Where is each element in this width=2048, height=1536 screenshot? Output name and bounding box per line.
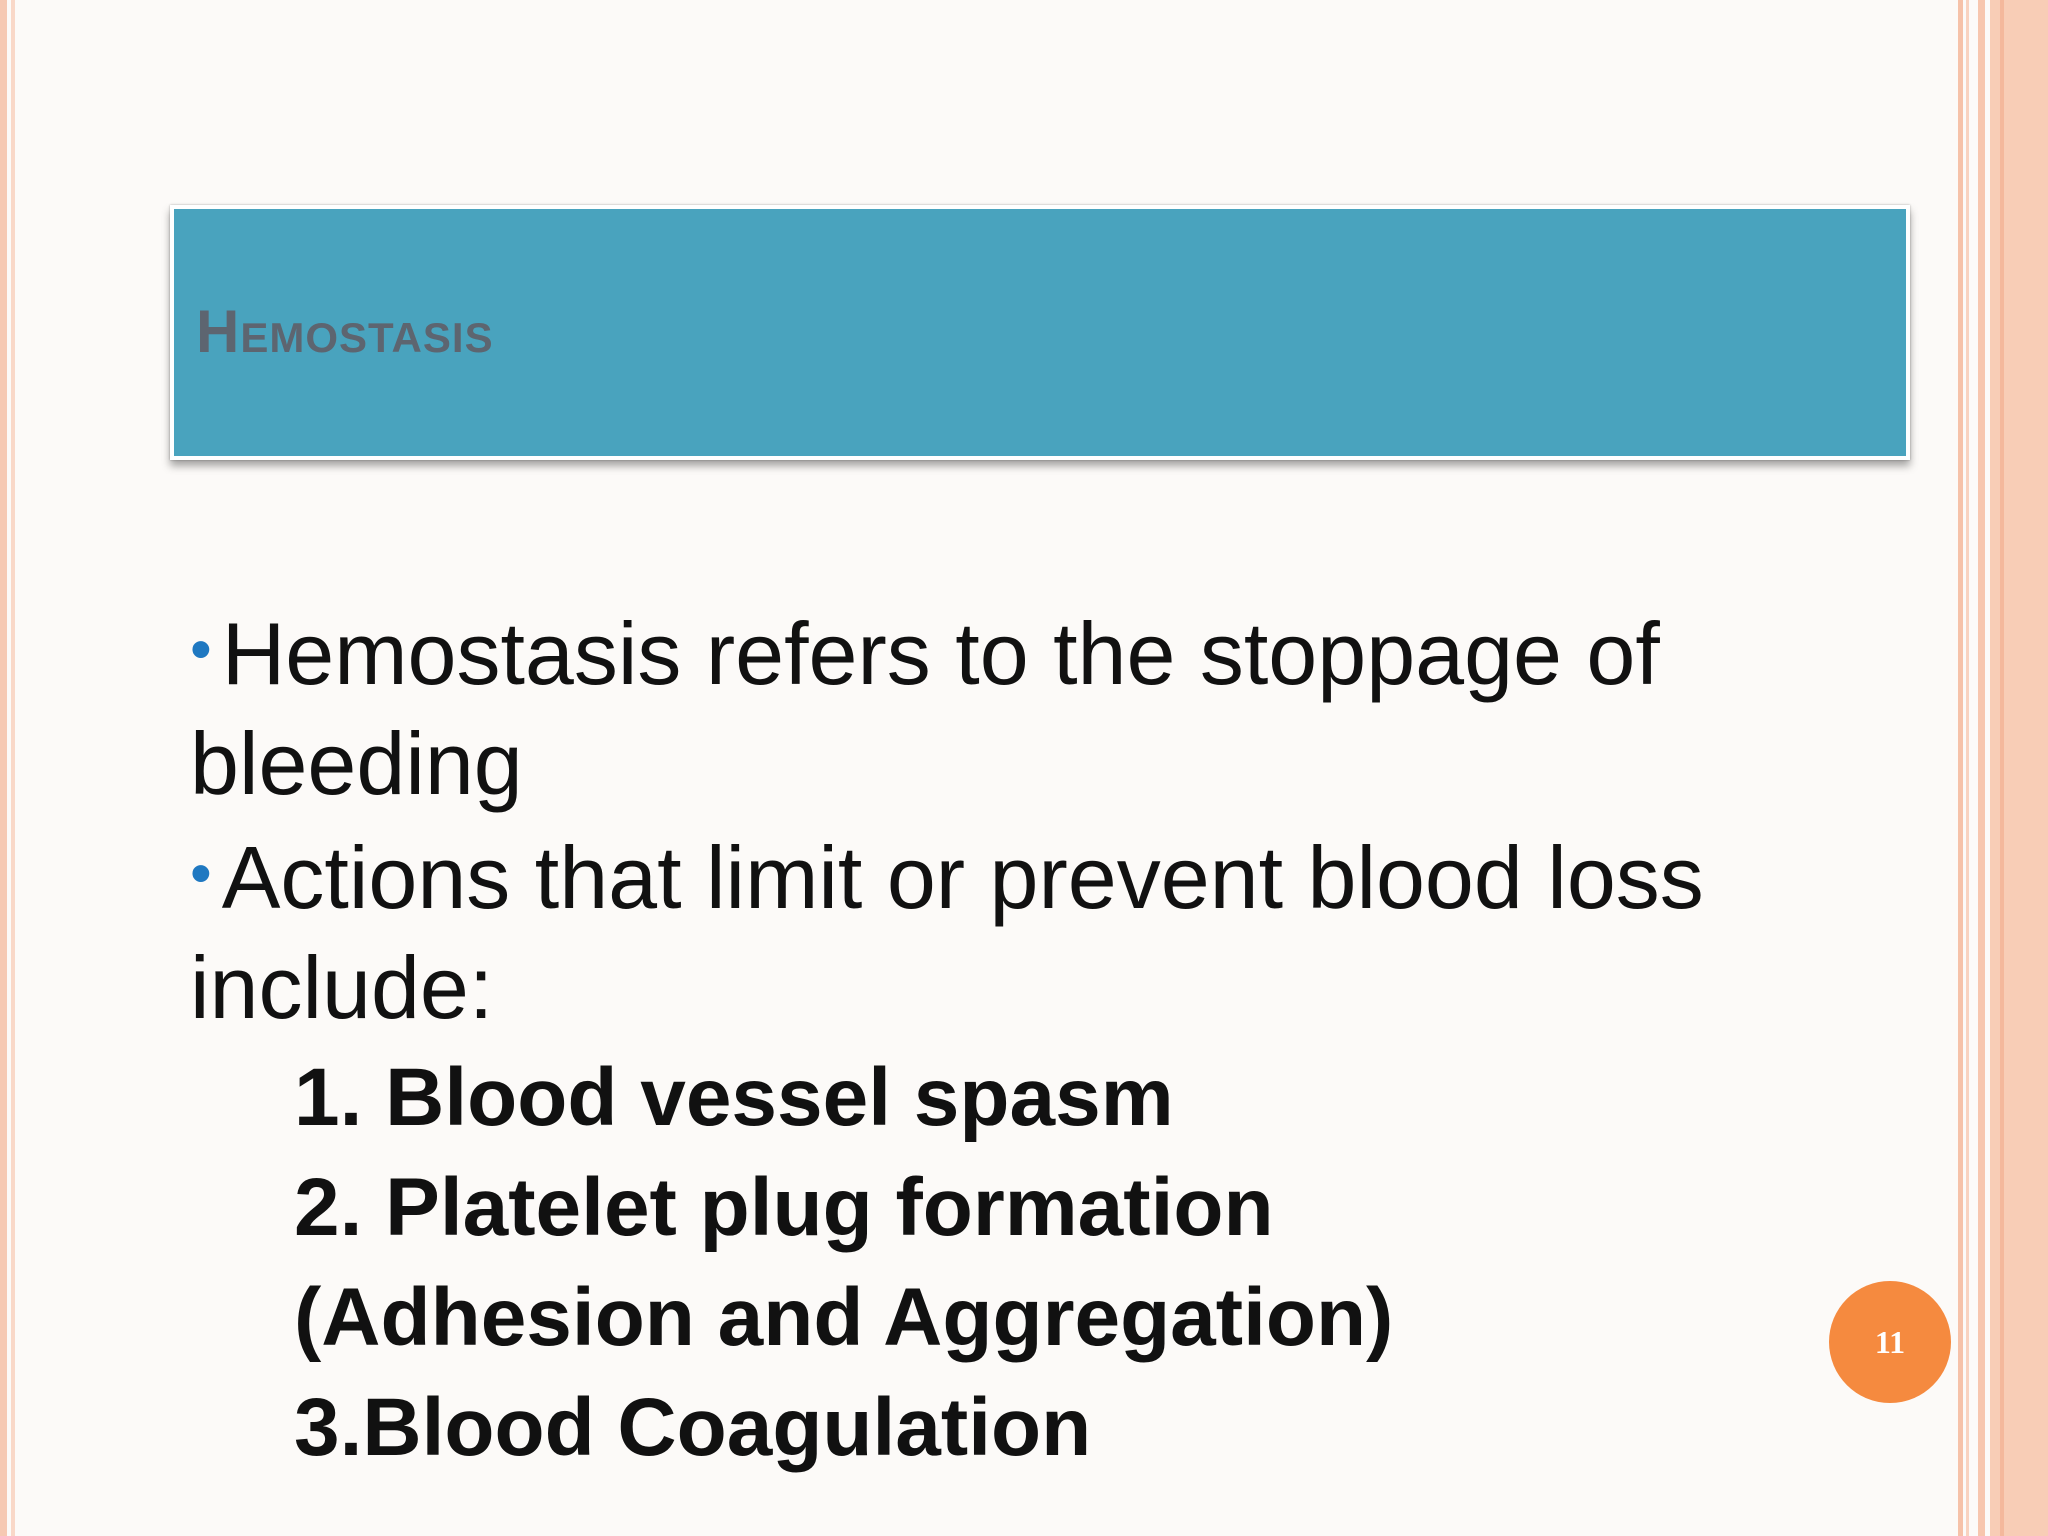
bullet-icon: •	[190, 839, 212, 908]
numbered-item: 2. Platelet plug formation	[294, 1162, 1274, 1253]
slide-number-badge: 11	[1829, 1281, 1951, 1403]
right-border-stripe	[1958, 0, 1963, 1536]
right-border-band	[1990, 0, 2048, 1536]
slide-title-bar	[170, 205, 1910, 460]
bullet-item	[190, 595, 1850, 819]
left-border-stripe	[0, 0, 7, 1536]
left-border-stripe-thin	[11, 0, 15, 1536]
numbered-list	[190, 1043, 1850, 1483]
numbered-item-subtext: (Adhesion and Aggregation)	[294, 1272, 1394, 1363]
slide-body	[190, 595, 1850, 1483]
bullet-text: Hemostasis refers to the stoppage of bleeding	[190, 604, 1660, 813]
right-border-stripe-inner	[1978, 0, 1985, 1536]
numbered-item: 3.Blood Coagulation	[294, 1382, 1092, 1473]
slide-title: Hemostasis	[196, 298, 494, 365]
bullet-item	[190, 819, 1850, 1043]
bullet-text: Actions that limit or prevent blood loss include:	[190, 828, 1704, 1037]
bullet-icon: •	[190, 615, 212, 684]
numbered-item: 1. Blood vessel spasm	[294, 1052, 1174, 1143]
right-border-stripe-thin	[1966, 0, 1969, 1536]
right-border-stripe-accent	[2000, 0, 2004, 1536]
